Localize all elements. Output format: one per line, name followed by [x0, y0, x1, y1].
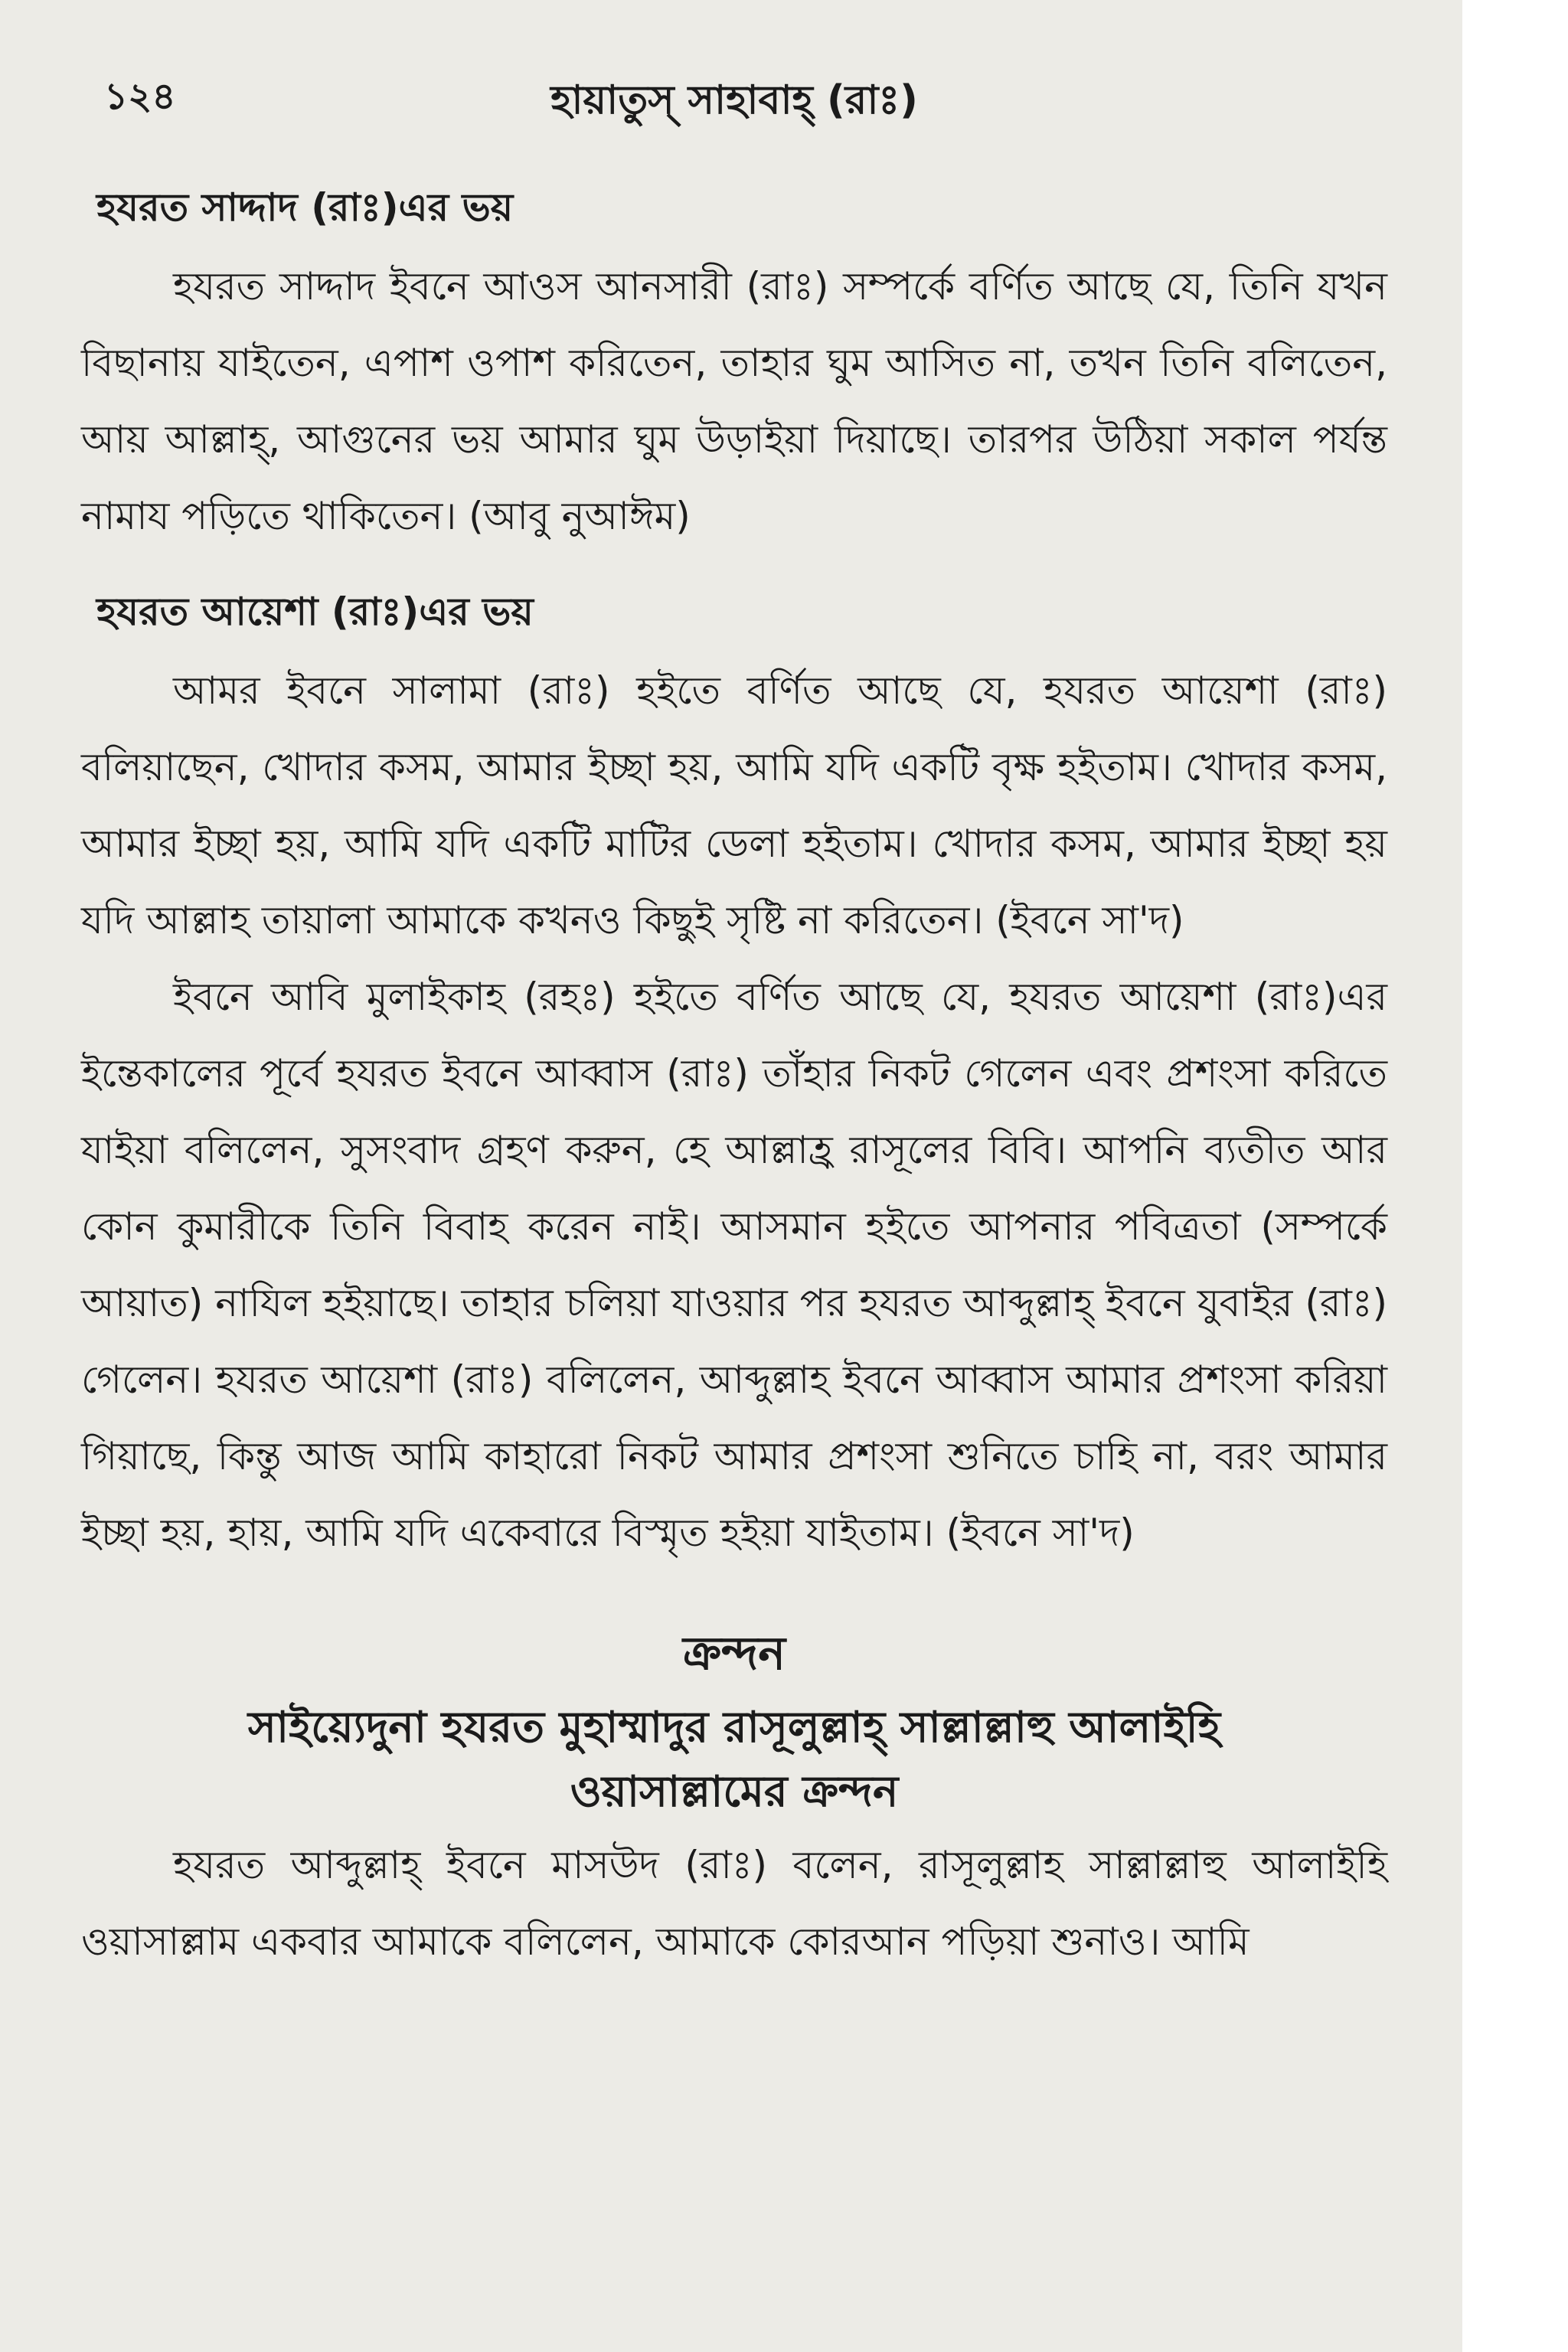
running-header	[81, 69, 1387, 161]
chapter-subtitle-line-2: ওয়াসাল্লামের ক্রন্দন	[570, 1767, 899, 1817]
page-margin-strip	[1462, 0, 1568, 2352]
section-heading-ayesha: হযরত আয়েশা (রাঃ)এর ভয়	[96, 590, 534, 634]
chapter-subtitle-line-1: সাইয়্যেদুনা হযরত মুহাম্মাদুর রাসূলুল্লাহ্ সাল্লাল্লাহু আলাইহি	[247, 1703, 1221, 1753]
paragraph-chapter-intro: হযরত আব্দুল্লাহ্ ইবনে মাসউদ (রাঃ) বলেন, রাসূলুল্লাহ সাল্লাল্লাহু আলাইহি ওয়াসাল্লাম একবার আমাকে বলিলেন, আমাকে কোরআন পড়িয়া শুনাও। আমি	[81, 1843, 1387, 1964]
running-title: হায়াতুস্ সাহাবাহ্ (রাঃ)	[550, 77, 918, 123]
paragraph-saddad: হযরত সাদ্দাদ ইবনে আওস আনসারী (রাঃ) সম্পর্কে বর্ণিত আছে যে, তিনি যখন বিছানায় যাইতেন, এপাশ ওপাশ করিতেন, তাহার ঘুম আসিত না, তখন তিনি বলিতেন, আয় আল্লাহ্, আগুনের ভয় আমার ঘুম উড়াইয়া দিয়াছে। তারপর উঠিয়া সকাল পর্যন্ত নামায পড়িতে থাকিতেন। (আবু নুআঈম)	[81, 264, 1387, 538]
chapter-title: ক্রন্দন	[682, 1627, 786, 1681]
paragraph-ayesha-1: আমর ইবনে সালামা (রাঃ) হইতে বর্ণিত আছে যে, হযরত আয়েশা (রাঃ) বলিয়াছেন, খোদার কসম, আমার ইচ্ছা হয়, আমি যদি একটি বৃক্ষ হইতাম। খোদার কসম, আমার ইচ্ছা হয়, আমি যদি একটি মাটির ডেলা হইতাম। খোদার কসম, আমার ইচ্ছা হয় যদি আল্লাহ তায়ালা আমাকে কখনও কিছুই সৃষ্টি না করিতেন। (ইবনে সা'দ)	[81, 668, 1387, 942]
page-number: ১২৪	[104, 75, 176, 118]
section-heading-saddad: হযরত সাদ্দাদ (রাঃ)এর ভয়	[96, 185, 514, 230]
paragraph-ayesha-2: ইবনে আবি মুলাইকাহ (রহঃ) হইতে বর্ণিত আছে যে, হযরত আয়েশা (রাঃ)এর ইন্তেকালের পূর্বে হযরত ইবনে আব্বাস (রাঃ) তাঁহার নিকট গেলেন এবং প্রশংসা করিতে যাইয়া বলিলেন, সুসংবাদ গ্রহণ করুন, হে আল্লাহ্র রাসূলের বিবি। আপনি ব্যতীত আর কোন কুমারীকে তিনি বিবাহ করেন নাই। আসমান হইতে আপনার পবিত্রতা (সম্পর্কে আয়াত) নাযিল হইয়াছে। তাহার চলিয়া যাওয়ার পর হযরত আব্দুল্লাহ্ ইবনে যুবাইর (রাঃ) গেলেন। হযরত আয়েশা (রাঃ) বলিলেন, আব্দুল্লাহ ইবনে আব্বাস আমার প্রশংসা করিয়া গিয়াছে, কিন্তু আজ আমি কাহারো নিকট আমার প্রশংসা শুনিতে চাহি না, বরং আমার ইচ্ছা হয়, হায়, আমি যদি একেবারে বিস্মৃত হইয়া যাইতাম। (ইবনে সা'দ)	[81, 975, 1387, 1555]
